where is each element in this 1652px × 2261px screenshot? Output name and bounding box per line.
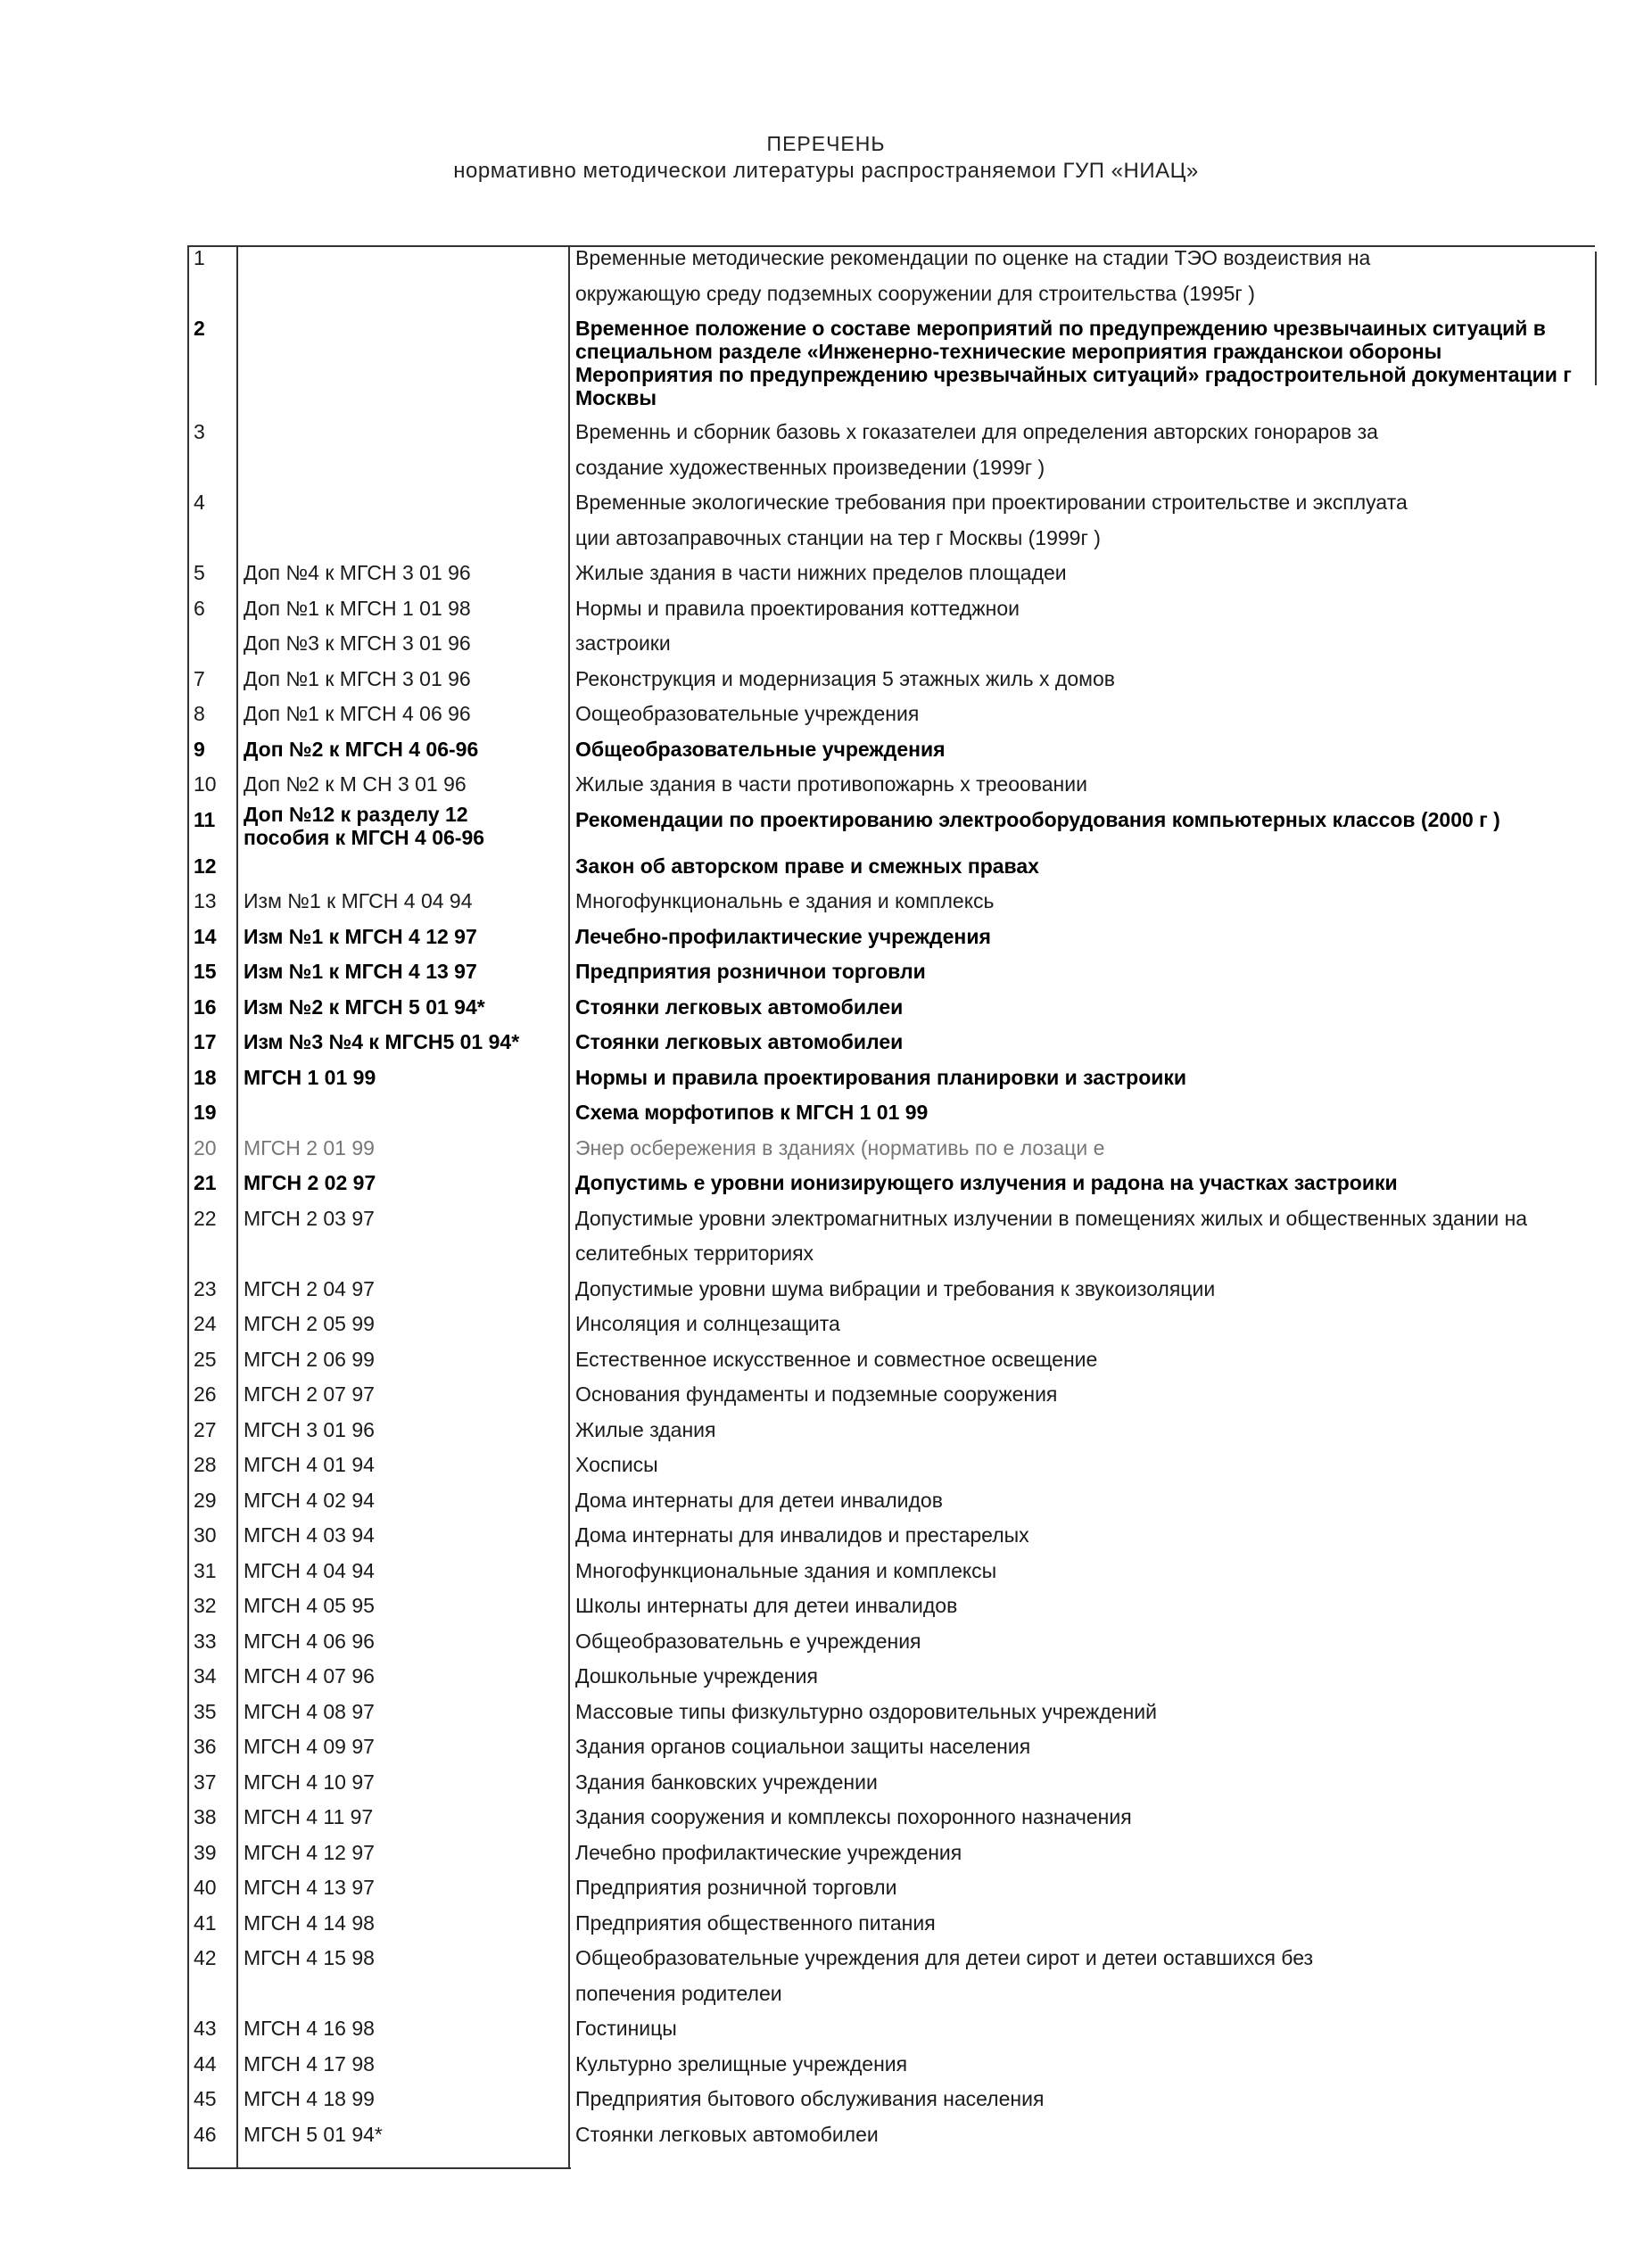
row-number: 41: [194, 1910, 217, 1935]
row-code: МГСН 2 04 97: [244, 1276, 375, 1300]
row-title: Многофункциональные здания и комплексы: [575, 1558, 997, 1582]
row-code: МГСН 3 01 96: [244, 1417, 375, 1441]
row-number: 29: [194, 1488, 217, 1512]
row-number: 23: [194, 1276, 217, 1300]
row-title: Многофункциональнь е здания и комплексь: [575, 889, 995, 912]
row-code: МГСН 4 09 97: [244, 1735, 375, 1758]
row-title: Рекомендации по проектированию электрооборудования компьютерных классов (2000 г ): [575, 807, 1500, 831]
row-number: 25: [194, 1347, 217, 1371]
row-number: 11: [194, 807, 216, 831]
table-row: [0, 1166, 1652, 1201]
row-number: 33: [194, 1629, 217, 1653]
row-code: МГСН 4 10 97: [244, 1770, 375, 1794]
table-row: [0, 767, 1652, 803]
table-row: [0, 2047, 1652, 2083]
table-row: [0, 1201, 1652, 1272]
row-title: Предприятия розничнои торговли: [575, 960, 926, 983]
row-number: 20: [194, 1135, 217, 1159]
row-number: 17: [194, 1030, 217, 1053]
row-number: 21: [194, 1171, 217, 1194]
row-title: Энер осбережения в зданиях (нормативь по е лозаци е: [575, 1135, 1105, 1159]
row-title: Нормы и правила проектирования коттеджнои застроики: [575, 596, 1020, 655]
row-number: 2: [194, 317, 205, 340]
row-title: Стоянки легковых автомобилеи: [575, 1030, 904, 1053]
row-title: Оощеобразовательные учреждения: [575, 702, 920, 725]
row-code: МГСН 4 18 99: [244, 2087, 375, 2110]
row-code: МГСН 4 17 98: [244, 2051, 375, 2075]
row-title: Временные экологические требования при проектировании строительстве и эксплуата ции автозаправочных станции на тер г Москвы (1999г ): [575, 491, 1408, 549]
row-number: 39: [194, 1840, 217, 1864]
row-title: Лечебно-профилактические учреждения: [575, 924, 991, 948]
row-title: Предприятия общественного питания: [575, 1910, 936, 1935]
row-code: МГСН 4 15 98: [244, 1946, 375, 1969]
row-number: 26: [194, 1382, 217, 1406]
row-title: Здания банковских учреждении: [575, 1770, 878, 1794]
document-subtitle: нормативно методическои литературы распространяемои ГУП «НИАЦ»: [453, 159, 1199, 183]
table-row: [0, 1800, 1652, 1836]
row-number: 43: [194, 2017, 217, 2040]
row-number: 37: [194, 1770, 217, 1794]
table-row: [0, 1941, 1652, 2011]
row-code: Доп №4 к МГСН 3 01 96: [244, 561, 471, 584]
table-row: [0, 1025, 1652, 1060]
row-number: 24: [194, 1312, 217, 1335]
table-row: [0, 1765, 1652, 1801]
row-code: МГСН 4 05 95: [244, 1594, 375, 1617]
row-title: Нормы и правила проектирования планировки и застроики: [575, 1065, 1187, 1089]
table-row: [0, 1131, 1652, 1167]
table-row: [0, 1483, 1652, 1519]
table-row: [0, 990, 1652, 1026]
row-code: МГСН 4 11 97: [244, 1805, 374, 1828]
table-row: [0, 591, 1652, 662]
table-row: [0, 1695, 1652, 1730]
row-code: Доп №1 к МГСН 1 01 98 Доп №3 к МГСН 3 01 96: [244, 596, 471, 655]
row-title: Инсоляция и солнцезащита: [575, 1312, 840, 1335]
row-number: 45: [194, 2087, 217, 2110]
row-number: 15: [194, 960, 217, 983]
row-number: 31: [194, 1558, 217, 1582]
row-code: МГСН 2 07 97: [244, 1382, 375, 1406]
table-row: [0, 954, 1652, 990]
row-title: Жилые здания в части противопожарнь х треоовании: [575, 772, 1087, 796]
row-code: МГСН 2 05 99: [244, 1312, 375, 1335]
row-number: 5: [194, 561, 205, 584]
row-number: 14: [194, 924, 217, 948]
row-code: МГСН 4 16 98: [244, 2017, 375, 2040]
row-title: Стоянки легковых автомобилеи: [575, 994, 904, 1019]
table-row: [0, 1448, 1652, 1483]
row-code: Изм №1 к МГСН 4 04 94: [244, 889, 473, 912]
row-number: 36: [194, 1735, 217, 1758]
row-title: Временное положение о составе мероприятий по предупреждению чрезвычаиных ситуаций в специальном разделе «Инженерно-технические мероприятия гражданскои обороны Мероприятия по предупреждению чрезвычайных ситуаций» градостроительной документации г Москвы: [575, 317, 1578, 409]
row-code: Изм №3 №4 к МГСН5 01 94*: [244, 1030, 520, 1053]
row-number: 40: [194, 1876, 217, 1899]
row-number: 8: [194, 702, 205, 725]
row-number: 1: [194, 246, 205, 269]
row-number: 18: [194, 1065, 217, 1089]
row-title: Дошкольные учреждения: [575, 1664, 818, 1687]
table-row: [0, 1095, 1652, 1131]
row-title: Лечебно профилактические учреждения: [575, 1840, 962, 1864]
row-number: 4: [194, 491, 205, 514]
row-title: Массовые типы физкультурно оздоровительных учреждений: [575, 1699, 1157, 1723]
row-code: МГСН 2 02 97: [244, 1171, 376, 1194]
table-row: [0, 662, 1652, 697]
row-title: Основания фундаменты и подземные сооружения: [575, 1382, 1058, 1406]
row-title: Предприятия розничной торговли: [575, 1876, 897, 1899]
row-code: Изм №1 к МГСН 4 12 97: [244, 924, 477, 948]
table-row: [0, 1272, 1652, 1308]
row-number: 3: [194, 420, 205, 443]
row-title: Гостиницы: [575, 2017, 677, 2040]
row-code: МГСН 1 01 99: [244, 1065, 376, 1089]
row-code: МГСН 4 06 96: [244, 1629, 375, 1653]
row-title: Школы интернаты для детеи инвалидов: [575, 1594, 958, 1617]
row-code: МГСН 2 03 97: [244, 1206, 375, 1230]
row-number: 27: [194, 1417, 217, 1441]
row-number: 10: [194, 772, 217, 796]
row-title: Здания органов социальнои защиты населения: [575, 1735, 1031, 1758]
row-code: МГСН 4 03 94: [244, 1523, 375, 1547]
row-number: 13: [194, 889, 217, 912]
table-row: [0, 1413, 1652, 1448]
row-title: Общеобразовательнь е учреждения: [575, 1629, 921, 1653]
document-table: [0, 241, 1652, 2152]
table-row: [0, 920, 1652, 955]
document-title: ПЕРЕЧЕНЬ: [766, 132, 886, 155]
table-row: [0, 1060, 1652, 1096]
row-title: Предприятия бытового обслуживания населения: [575, 2087, 1045, 2110]
table-row: [0, 241, 1652, 311]
row-number: 22: [194, 1206, 217, 1230]
table-row: [0, 1870, 1652, 1906]
table-row: [0, 1729, 1652, 1765]
row-code: МГСН 4 08 97: [244, 1699, 375, 1723]
row-code: МГСН 4 13 97: [244, 1876, 375, 1899]
table-row: [0, 803, 1652, 849]
table-row: [0, 849, 1652, 885]
table-row: [0, 1518, 1652, 1554]
row-title: Дома интернаты для инвалидов и престарелых: [575, 1523, 1029, 1547]
row-title: Культурно зрелищные учреждения: [575, 2051, 908, 2075]
row-number: 30: [194, 1523, 217, 1547]
row-number: 38: [194, 1805, 217, 1828]
row-title: Допустимые уровни электромагнитных излучении в помещениях жилых и общественных здании на селитебных территориях: [575, 1206, 1533, 1265]
row-code: МГСН 5 01 94*: [244, 2122, 383, 2146]
row-number: 7: [194, 666, 205, 690]
table-bottom-border: [187, 2167, 571, 2169]
row-code: Доп №12 к разделу 12 пособия к МГСН 4 06-96: [244, 802, 485, 849]
row-number: 42: [194, 1946, 217, 1969]
table-row: [0, 884, 1652, 920]
table-row: [0, 556, 1652, 591]
table-row: [0, 2117, 1652, 2153]
row-title: Реконструкция и модернизация 5 этажных жиль х домов: [575, 666, 1115, 690]
row-code: Изм №2 к МГСН 5 01 94*: [244, 994, 485, 1019]
row-code: Доп №2 к МГСН 4 06-96: [244, 737, 479, 761]
table-row: [0, 311, 1652, 415]
row-code: МГСН 4 01 94: [244, 1453, 375, 1476]
row-number: 34: [194, 1664, 217, 1687]
table-row: [0, 1906, 1652, 1942]
table-row: [0, 2011, 1652, 2047]
row-number: 44: [194, 2051, 217, 2075]
table-row: [0, 2082, 1652, 2117]
row-number: 28: [194, 1453, 217, 1476]
row-title: Здания сооружения и комплексы похоронного назначения: [575, 1805, 1132, 1828]
table-row: [0, 1377, 1652, 1413]
row-code: МГСН 2 01 99: [244, 1135, 375, 1159]
row-code: Доп №1 к МГСН 3 01 96: [244, 666, 471, 690]
row-title: Схема морфотипов к МГСН 1 01 99: [575, 1101, 929, 1124]
row-number: 32: [194, 1594, 217, 1617]
row-title: Временнь и сборник базовь х гоказателеи для определения авторских гонораров за создание художественных произведении (1999г ): [575, 420, 1378, 479]
table-row: [0, 1588, 1652, 1624]
row-code: МГСН 4 02 94: [244, 1488, 375, 1512]
row-code: МГСН 4 12 97: [244, 1840, 375, 1864]
row-title: Дома интернаты для детеи инвалидов: [575, 1488, 943, 1512]
table-row: [0, 415, 1652, 485]
row-code: Доп №1 к МГСН 4 06 96: [244, 702, 471, 725]
row-number: 46: [194, 2122, 217, 2146]
row-number: 16: [194, 994, 217, 1019]
row-number: 6: [194, 596, 205, 620]
row-number: 19: [194, 1101, 217, 1124]
row-title: Хосписы: [575, 1453, 658, 1476]
row-code: МГСН 4 07 96: [244, 1664, 375, 1687]
row-number: 9: [194, 737, 205, 761]
table-row: [0, 485, 1652, 556]
table-row: [0, 1624, 1652, 1660]
table-row: [0, 1307, 1652, 1342]
row-number: 35: [194, 1699, 217, 1723]
row-code: МГСН 4 14 98: [244, 1910, 375, 1935]
row-code: МГСН 4 04 94: [244, 1558, 375, 1582]
row-title: Общеобразовательные учреждения: [575, 737, 946, 761]
row-title: Жилые здания в части нижних пределов площадеи: [575, 561, 1067, 584]
row-title: Временные методические рекомендации по оценке на стадии ТЭО воздеиствия на окружающую среду подземных сооружении для строительства (1995г ): [575, 246, 1371, 305]
row-code: Доп №2 к М СН 3 01 96: [244, 772, 467, 796]
table-row: [0, 1659, 1652, 1695]
row-title: Допустимь е уровни ионизирующего излучения и радона на участках застроики: [575, 1171, 1398, 1194]
row-number: 12: [194, 854, 217, 878]
table-row: [0, 697, 1652, 732]
row-title: Стоянки легковых автомобилеи: [575, 2122, 879, 2146]
row-title: Естественное искусственное и совместное освещение: [575, 1347, 1098, 1371]
table-row: [0, 1836, 1652, 1871]
row-title: Допустимые уровни шума вибрации и требования к звукоизоляции: [575, 1276, 1216, 1300]
row-code: МГСН 2 06 99: [244, 1347, 375, 1371]
row-code: Изм №1 к МГСН 4 13 97: [244, 960, 477, 983]
row-title: Жилые здания: [575, 1417, 716, 1441]
table-row: [0, 1342, 1652, 1378]
table-row: [0, 732, 1652, 768]
row-title: Закон об авторском праве и смежных правах: [575, 854, 1039, 878]
row-title: Общеобразовательные учреждения для детеи сирот и детеи оставшихся без попечения родителеи: [575, 1946, 1314, 2005]
table-row: [0, 1554, 1652, 1589]
